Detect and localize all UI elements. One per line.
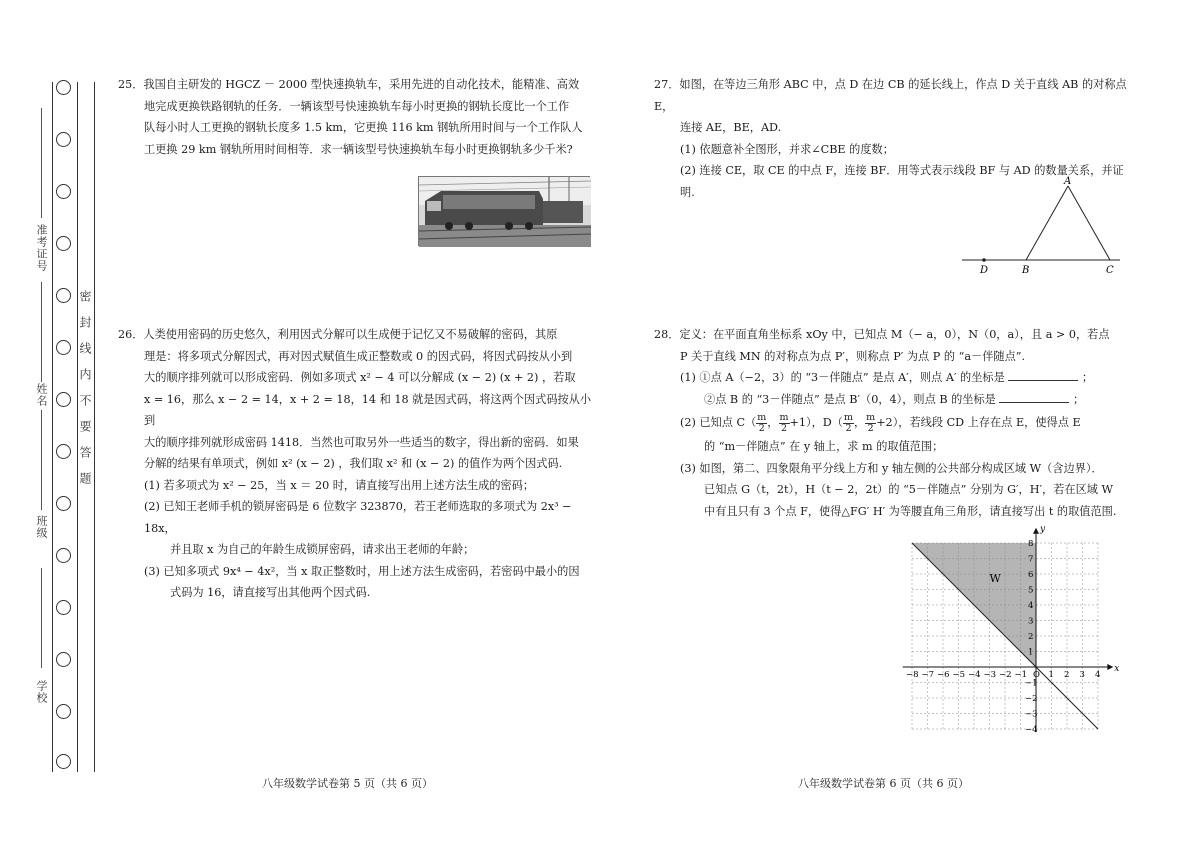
x-tick-label: O [1033, 670, 1040, 680]
q28-p2-mid: ），D（ [806, 416, 843, 429]
x-tick-label: −4 [968, 670, 981, 680]
y-tick-label: 3 [1028, 616, 1034, 627]
q26-line: 大的顺序排列就形成密码 1418．当然也可取另外一些适当的数字，得出新的密码．如果 [144, 435, 579, 449]
y-tick-label: 1 [1028, 647, 1034, 658]
binding-hole [56, 444, 71, 459]
train-image [419, 177, 591, 247]
q28-part-2: (2) 已知点 C（ $\frac{m}{2}$ ， $\frac{m}{2}$ +1），D（ $\frac{m}{2}$ ， $\frac{m}{2}$ +2），若线段 CD 上存在点 E，使得点 E [680, 411, 1081, 434]
binding-hole [56, 80, 71, 95]
coordinate-graph [906, 524, 1120, 747]
q26-line: 大的顺序排列就可以形成密码．例如多项式 x² − 4 可以分解成 (x − 2) (x + 2) ，若取 [144, 371, 576, 384]
x-tick-label: −3 [983, 670, 997, 680]
frac-num: m [757, 411, 767, 423]
answer-blank [999, 391, 1069, 403]
q25-line: 工更换 29 km 钢轨所用时间相等．求一辆该型号快速换轨车每小时更换钢轨多少千米? [144, 142, 573, 156]
q26-part-3-cont: 式码为 16，请直接写出其他两个因式码. [170, 586, 371, 599]
y-tick-label: −4 [1025, 725, 1038, 735]
q28-part-3-cont: 中有且只有 3 个点 F，使得△FG′ H′ 为等腰直角三角形，请直接写出 t 的取值范围. [704, 504, 1117, 518]
binding-hole [56, 236, 71, 251]
seal-line-text: 密封线内不要答题 [78, 290, 92, 498]
q28-part-1b [654, 389, 1134, 411]
q28-part-1a [654, 367, 1134, 389]
y-tick-label: −3 [1025, 709, 1038, 720]
q27-line: 27．如图，在等边三角形 ABC 中，点 D 在边 CB 的延长线上，作点 D 关于直线 AB 的对称点 E， [654, 78, 1127, 113]
binding-hole [56, 184, 71, 199]
q28-part-2-cont: 的 “m－伴随点” 在 y 轴上，求 m 的取值范围； [704, 440, 944, 453]
x-tick-label: 2 [1064, 670, 1070, 680]
y-tick-label: 5 [1028, 585, 1034, 596]
q28-line: 28．定义：在平面直角坐标系 xOy 中，已知点 M（− a，0），N（0，a），且 a > 0，若点 [654, 328, 1110, 341]
x-tick-label: 4 [1095, 670, 1101, 680]
answer-blank [1008, 369, 1078, 381]
y-tick-label: 4 [1028, 601, 1034, 611]
q26-part-2: (2) 已知王老师手机的锁屏密码是 6 位数字 323870，若王老师选取的多项式为 2x³ − 18x， [144, 500, 572, 535]
binding-hole [56, 652, 71, 667]
q27-part-1: (1) 依题意补全图形，并求∠CBE 的度数； [680, 142, 894, 156]
label-b: B [1022, 265, 1030, 276]
binding-hole [56, 288, 71, 303]
semicolon: ； [1072, 392, 1085, 406]
binding-hole [56, 754, 71, 769]
frac-den: 2 [845, 422, 852, 434]
binding-hole [56, 496, 71, 511]
d-tail: +2 [876, 416, 893, 429]
y-tick-label: −2 [1025, 694, 1038, 704]
frac-num: m [866, 411, 876, 423]
x-tick-label: −5 [952, 670, 966, 680]
y-tick-label: 6 [1028, 570, 1034, 580]
y-tick-label: 8 [1028, 539, 1034, 549]
binding-hole [56, 704, 71, 719]
y-tick-label: −1 [1025, 678, 1038, 689]
q27-part-2: (2) 连接 CE，取 CE 的中点 F，连接 BF．用等式表示线段 BF 与 AD 的数量关系，并证明. [680, 164, 1124, 199]
train-photo [418, 176, 590, 246]
q26-part-2-cont: 并且取 x 为自己的年龄生成锁屏密码，请求出王老师的年龄； [170, 543, 475, 556]
x-tick-label: −1 [1014, 670, 1028, 680]
x-tick-label: −7 [921, 670, 935, 680]
q25-line: 队每小时人工更换的钢轨长度多 1.5 km，它更换 116 km 钢轨所用时间与一个工作队人 [144, 121, 583, 134]
q26-line: 分解的结果有单项式，例如 x² (x − 2) ，我们取 x² 和 (x − 2) 的值作为两个因式码. [144, 457, 563, 470]
fill-line [41, 568, 42, 668]
x-axis-arrow [1107, 664, 1113, 670]
binding-margin [0, 0, 100, 849]
q28-line: P 关于直线 MN 的对称点为点 P′，则称点 P′ 为点 P 的 “a－伴随点”. [680, 349, 1026, 363]
label-c: C [1106, 265, 1114, 276]
frac-den: 2 [780, 422, 788, 434]
binding-hole [56, 600, 71, 615]
frac-num: m [843, 411, 853, 423]
y-axis-arrow [1033, 528, 1039, 534]
exam-number-label: 准考证号 [35, 224, 48, 272]
x-axis-label: x [1114, 664, 1120, 674]
q25-line: 地完成更换铁路钢轨的任务．一辆该型号快速换轨车每小时更换的钢轨长度比一个工作 [144, 99, 570, 113]
binding-hole [56, 340, 71, 355]
q28-p1b-text: ②点 B 的 “3－伴随点” 是点 B′（0，4），则点 B 的坐标是 [704, 392, 996, 406]
fill-line [41, 282, 42, 382]
x-tick-label: 1 [1048, 670, 1054, 680]
question-26 [118, 324, 598, 604]
frac-den: 2 [867, 422, 874, 434]
y-axis-label: y [1040, 524, 1046, 535]
fill-line [41, 410, 42, 510]
binding-hole [56, 132, 71, 147]
name-label: 姓名 [35, 383, 48, 407]
q26-line: x = 16，那么 x − 2 = 14，x + 2 = 18，14 和 18 就是因式码，将这两个因式码按从小到 [144, 392, 592, 427]
c-tail: +1 [789, 416, 807, 429]
q26-line: 26．人类使用密码的历史悠久，利用因式分解可以生成便于记忆又不易破解的密码，其原 [118, 328, 558, 341]
label-a: A [1064, 176, 1072, 187]
binding-hole [56, 548, 71, 563]
fraction [843, 413, 854, 434]
fraction [865, 413, 876, 434]
binding-line [94, 82, 95, 772]
q25-line: 25．我国自主研发的 HGCZ － 2000 型快速换轨车，采用先进的自动化技术，能精准、高效 [118, 78, 580, 91]
fraction [779, 413, 790, 434]
x-tick-label: −8 [906, 670, 919, 680]
q28-p1a-text: (1) ①点 A（−2，3）的 “3－伴随点” 是点 A′，则点 A′ 的坐标是 [680, 371, 1005, 384]
frac-den: 2 [758, 422, 765, 434]
class-label: 班级 [35, 515, 48, 539]
q28-p2-end: ），若线段 CD 上存在点 E，使得点 E [892, 416, 1081, 429]
q26-part-3: (3) 已知多项式 9x⁴ − 4x²，当 x 取正整数时，用上述方法生成密码，若密码中最小的因 [144, 564, 580, 578]
region-w-label: W [989, 571, 1001, 585]
x-tick-label: −2 [999, 670, 1012, 680]
question-25 [118, 74, 598, 160]
q28-part-3: (3) 如图，第二、四象限角平分线上方和 y 轴左侧的公共部分构成区域 W（含边界）． [680, 461, 1103, 475]
left-page-footer: 八年级数学试卷第 5 页（共 6 页） [262, 777, 433, 790]
triangle-figure [960, 174, 1140, 284]
frac-num: m [779, 411, 789, 423]
right-page-footer: 八年级数学试卷第 6 页（共 6 页） [798, 777, 969, 790]
fraction [756, 413, 767, 434]
q26-line: 理是：将多项式分解因式，再对因式赋值生成正整数或 0 的因式码，将因式码按从小到 [144, 349, 573, 363]
x-tick-label: 3 [1079, 670, 1085, 680]
school-label: 学校 [35, 680, 48, 704]
q28-p2-start: (2) 已知点 C（ [680, 416, 757, 429]
semicolon: ； [1081, 371, 1094, 384]
y-tick-label: 7 [1028, 554, 1034, 565]
q26-part-1: (1) 若多项式为 x² − 25，当 x ＝ 20 时，请直接写出用上述方法生成的密码； [144, 478, 535, 492]
q28-part-3-cont: 已知点 G（t，2t），H（t − 2，2t）的 “5－伴随点” 分别为 G′，H′，若在区域 W [704, 483, 1114, 496]
binding-hole [56, 392, 71, 407]
fill-line [41, 108, 42, 218]
y-tick-label: 2 [1028, 632, 1034, 642]
q27-line: 连接 AE，BE，AD. [680, 121, 782, 134]
x-tick-label: −6 [937, 670, 950, 680]
binding-line [52, 82, 53, 772]
question-28 [654, 324, 1134, 522]
label-d: D [980, 265, 989, 276]
